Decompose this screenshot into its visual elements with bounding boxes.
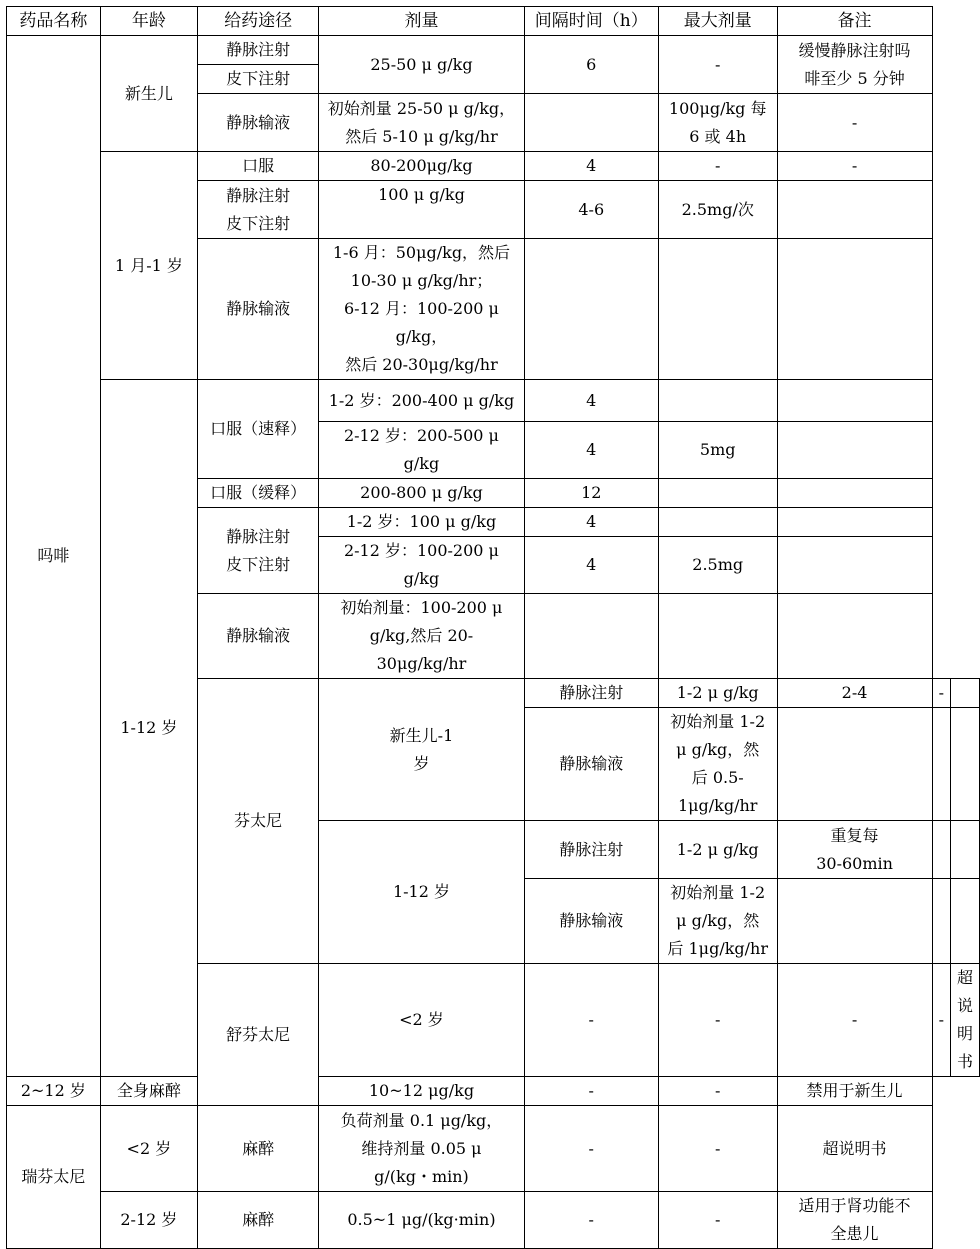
note-cell: 禁用于新生儿	[777, 1077, 932, 1106]
note-cell	[777, 537, 932, 594]
max-dose-cell: -	[658, 152, 777, 181]
max-dose-cell: -	[932, 679, 950, 708]
drug-remifentanil: 瑞芬太尼	[7, 1106, 101, 1249]
dose-cell: 1-2 岁：100 μ g/kg	[319, 508, 524, 537]
route-cell: 静脉注射 皮下注射	[198, 181, 319, 239]
interval-cell: 4	[524, 537, 658, 594]
route-cell: 静脉输液	[198, 94, 319, 152]
note-cell: -	[777, 152, 932, 181]
dose-cell: 初始剂量 1-2 μ g/kg，然 后 0.5-1μg/kg/hr	[658, 708, 777, 821]
note-cell	[777, 594, 932, 679]
dose-cell: 1-6 月：50μg/kg，然后 10-30 μ g/kg/hr； 6-12 月：100-200 μ g/kg， 然后 20-30μg/kg/hr	[319, 239, 524, 380]
max-dose-cell: 2.5mg	[658, 537, 777, 594]
interval-cell: -	[524, 1192, 658, 1249]
interval-cell: 4	[524, 508, 658, 537]
note-cell	[777, 479, 932, 508]
interval-cell	[524, 239, 658, 380]
route-cell: 麻醉	[198, 1106, 319, 1192]
route-cell: 静脉输液	[198, 594, 319, 679]
dose-cell: 初始剂量 25-50 μ g/kg， 然后 5-10 μ g/kg/hr	[319, 94, 524, 152]
age-cell: 2-12 岁	[100, 1192, 197, 1249]
dose-cell: 25-50 μ g/kg	[319, 36, 524, 94]
header-dose: 剂量	[319, 7, 524, 36]
note-cell: 缓慢静脉注射吗 啡至少 5 分钟	[777, 36, 932, 94]
age-cell: 1 月-1 岁	[100, 152, 197, 380]
note-cell	[777, 508, 932, 537]
dose-cell: 初始剂量：100-200 μ g/kg,然后 20-30μg/kg/hr	[319, 594, 524, 679]
note-cell	[777, 380, 932, 422]
route-cell: 静脉注射 皮下注射	[198, 508, 319, 594]
note-cell	[777, 422, 932, 479]
dosage-table-container	[6, 6, 980, 1249]
route-cell: 静脉注射	[524, 679, 658, 708]
age-cell: <2 岁	[319, 964, 524, 1077]
route-cell: 口服	[198, 152, 319, 181]
route-cell: 口服（速释）	[198, 380, 319, 479]
dose-cell: 1-2 岁：200-400 μ g/kg	[319, 380, 524, 422]
max-dose-cell	[932, 708, 950, 821]
dose-cell: 80-200μg/kg	[319, 152, 524, 181]
interval-cell	[777, 708, 932, 821]
interval-cell: 4	[524, 422, 658, 479]
drug-morphine: 吗啡	[7, 36, 101, 1077]
interval-cell: 4-6	[524, 181, 658, 239]
dose-cell: 10~12 μg/kg	[319, 1077, 524, 1106]
interval-cell	[524, 594, 658, 679]
route-cell: 静脉输液	[524, 879, 658, 964]
dose-cell: -	[658, 964, 777, 1077]
age-cell: <2 岁	[100, 1106, 197, 1192]
table-row	[7, 152, 980, 181]
max-dose-cell: -	[658, 1106, 777, 1192]
max-dose-cell: -	[658, 1077, 777, 1106]
route-cell: -	[524, 964, 658, 1077]
opioid-dosage-table	[6, 6, 980, 1249]
route-cell: 静脉输液	[198, 239, 319, 380]
dose-cell: 2-12 岁：200-500 μ g/kg	[319, 422, 524, 479]
route-cell: 全身麻醉	[100, 1077, 197, 1106]
max-dose-cell	[658, 594, 777, 679]
note-cell: 超说明书	[950, 964, 979, 1077]
dose-cell: 初始剂量 1-2 μ g/kg，然 后 1μg/kg/hr	[658, 879, 777, 964]
route-cell: 静脉注射	[524, 821, 658, 879]
note-cell	[777, 181, 932, 239]
table-row	[7, 1106, 980, 1192]
header-note: 备注	[777, 7, 932, 36]
note-cell	[950, 879, 979, 964]
interval-cell: 6	[524, 36, 658, 94]
age-cell: 1-12 岁	[100, 380, 197, 1077]
interval-cell	[524, 94, 658, 152]
note-cell	[950, 679, 979, 708]
route-cell: 口服（缓释）	[198, 479, 319, 508]
max-dose-cell: -	[932, 964, 950, 1077]
table-row	[7, 380, 980, 422]
interval-cell: 4	[524, 152, 658, 181]
max-dose-cell	[658, 239, 777, 380]
interval-cell: 2-4	[777, 679, 932, 708]
drug-fentanyl: 芬太尼	[198, 679, 319, 964]
max-dose-cell	[658, 508, 777, 537]
age-cell: 2~12 岁	[7, 1077, 101, 1106]
max-dose-cell: 2.5mg/次	[658, 181, 777, 239]
note-cell	[950, 821, 979, 879]
interval-cell	[777, 879, 932, 964]
route-cell: 皮下注射	[198, 65, 319, 94]
note-cell: 超说明书	[777, 1106, 932, 1192]
interval-cell: 12	[524, 479, 658, 508]
note-cell	[950, 708, 979, 821]
dose-cell: 200-800 μ g/kg	[319, 479, 524, 508]
route-cell: 静脉输液	[524, 708, 658, 821]
max-dose-cell: -	[658, 36, 777, 94]
dose-cell: 1-2 μ g/kg	[658, 821, 777, 879]
note-cell: -	[777, 94, 932, 152]
header-row	[7, 7, 980, 36]
max-dose-cell: -	[658, 1192, 777, 1249]
interval-cell: -	[524, 1106, 658, 1192]
max-dose-cell	[932, 879, 950, 964]
header-age: 年龄	[100, 7, 197, 36]
table-row	[7, 36, 980, 65]
dose-cell: 2-12 岁：100-200 μ g/kg	[319, 537, 524, 594]
dose-cell: 负荷剂量 0.1 μg/kg， 维持剂量 0.05 μ g/(kg・min)	[319, 1106, 524, 1192]
note-cell: 适用于肾功能不 全患儿	[777, 1192, 932, 1249]
dose-cell: 100 μ g/kg	[319, 181, 524, 239]
note-cell	[777, 239, 932, 380]
header-route: 给药途径	[198, 7, 319, 36]
header-drug-name: 药品名称	[7, 7, 101, 36]
interval-cell: 重复每 30-60min	[777, 821, 932, 879]
route-cell: 麻醉	[198, 1192, 319, 1249]
interval-cell: -	[777, 964, 932, 1077]
table-row	[7, 1192, 980, 1249]
max-dose-cell: 100μg/kg 每 6 或 4h	[658, 94, 777, 152]
route-cell: 静脉注射	[198, 36, 319, 65]
dose-cell: 0.5~1 μg/(kg·min)	[319, 1192, 524, 1249]
age-cell: 新生儿	[100, 36, 197, 152]
interval-cell: 4	[524, 380, 658, 422]
age-cell: 新生儿-1 岁	[319, 679, 524, 821]
dose-cell: 1-2 μ g/kg	[658, 679, 777, 708]
drug-sufentanil: 舒芬太尼	[198, 964, 319, 1106]
header-interval: 间隔时间（h）	[524, 7, 658, 36]
max-dose-cell	[658, 380, 777, 422]
interval-cell: -	[524, 1077, 658, 1106]
age-cell: 1-12 岁	[319, 821, 524, 964]
table-row	[7, 1077, 980, 1106]
max-dose-cell	[932, 821, 950, 879]
header-max-dose: 最大剂量	[658, 7, 777, 36]
max-dose-cell	[658, 479, 777, 508]
max-dose-cell: 5mg	[658, 422, 777, 479]
